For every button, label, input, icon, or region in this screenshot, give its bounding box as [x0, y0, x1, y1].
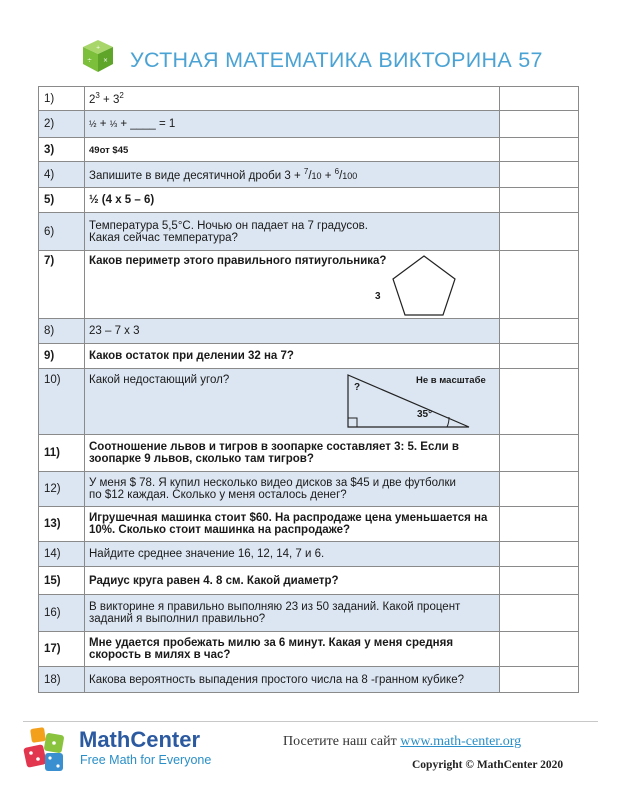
unknown-angle-label: ?	[354, 382, 361, 393]
question-row-14	[39, 542, 579, 567]
question-text: Запишите в виде десятичной дроби 3 + $^7$/10 + $^6$/100	[85, 162, 500, 188]
svg-text:×: ×	[103, 57, 109, 64]
svg-text:+: +	[96, 45, 101, 51]
answer-cell[interactable]	[500, 632, 579, 667]
pentagon-diagram	[389, 253, 459, 319]
question-number: 13)	[39, 507, 85, 542]
question-text: Радиус круга равен 4. 8 см. Какой диаметр?	[85, 567, 500, 595]
question-line-1: У меня $ 78. Я купил несколько видео дисков за $45 и две футболки	[89, 477, 456, 489]
page-title: УСТНАЯ МАТЕМАТИКА ВИКТОРИНА 57	[130, 48, 543, 72]
visit-site-text	[283, 734, 521, 750]
question-number: 1)	[39, 87, 85, 111]
question-line-1: В викторине я правильно выполняю 23 из 50 заданий. Какой процент	[89, 601, 461, 613]
question-number: 10)	[39, 369, 85, 435]
question-row-10	[39, 369, 579, 435]
question-row-5	[39, 188, 579, 213]
answer-cell[interactable]	[500, 595, 579, 632]
question-number: 6)	[39, 213, 85, 251]
question-number: 16)	[39, 595, 85, 632]
question-text	[85, 435, 500, 472]
question-line-1: Температура 5,5°C. Ночью он падает на 7 градусов.	[89, 219, 368, 232]
question-number: 17)	[39, 632, 85, 667]
question-row-12	[39, 472, 579, 507]
question-row-18	[39, 667, 579, 693]
not-to-scale-note: Не в масштабе	[416, 375, 486, 386]
question-text: 23 – 7 x 3	[85, 319, 500, 344]
question-row-15	[39, 567, 579, 595]
question-text	[85, 369, 500, 435]
question-text	[85, 213, 500, 251]
answer-cell[interactable]	[500, 567, 579, 595]
question-text: Какова вероятность выпадения простого числа на 8 -гранном кубике?	[85, 667, 500, 693]
answer-cell[interactable]	[500, 344, 579, 369]
header	[0, 0, 618, 88]
question-row-9	[39, 344, 579, 369]
question-text	[85, 595, 500, 632]
question-text: ½ + ⅓ + ____ = 1	[85, 111, 500, 138]
question-line-2: скорость в милях в час?	[89, 649, 231, 661]
answer-cell[interactable]	[500, 162, 579, 188]
question-row-6	[39, 213, 579, 251]
dice-logo-icon	[23, 726, 69, 774]
question-line-1: Какой недостающий угол?	[89, 374, 230, 386]
svg-text:÷: ÷	[87, 57, 93, 64]
question-row-17	[39, 632, 579, 667]
question-number: 8)	[39, 319, 85, 344]
question-number: 5)	[39, 188, 85, 213]
question-line-1: Игрушечная машинка стоит $60. На распродаже цена уменьшается на	[89, 512, 488, 524]
question-text	[85, 507, 500, 542]
question-number: 18)	[39, 667, 85, 693]
question-line-2: Какая сейчас температура?	[89, 231, 238, 244]
copyright: Copyright © MathCenter 2020	[412, 759, 564, 771]
answer-cell[interactable]	[500, 507, 579, 542]
question-line-1: Мне удается пробежать милю за 6 минут. Какая у меня средняя	[89, 637, 454, 649]
question-row-2	[39, 111, 579, 138]
question-number: 12)	[39, 472, 85, 507]
answer-cell[interactable]	[500, 213, 579, 251]
question-number: 2)	[39, 111, 85, 138]
visit-label: Посетите наш сайт	[283, 734, 401, 749]
question-number: 11)	[39, 435, 85, 472]
question-row-13	[39, 507, 579, 542]
question-text: ½ (4 x 5 – 6)	[85, 188, 500, 213]
question-line-1: Каков периметр этого правильного пятиугольника?	[89, 255, 387, 267]
question-row-11	[39, 435, 579, 472]
green-cube-icon	[80, 38, 116, 74]
footer-divider	[23, 721, 598, 722]
question-row-1	[39, 87, 579, 111]
question-number: 15)	[39, 567, 85, 595]
site-link[interactable]: www.math-center.org	[400, 734, 522, 749]
question-line-2: зоопарке 9 львов, сколько там тигров?	[89, 453, 314, 465]
question-text	[85, 472, 500, 507]
answer-cell[interactable]	[500, 542, 579, 567]
question-text: Каков остаток при делении 32 на 7?	[85, 344, 500, 369]
question-text: Найдите среднее значение 16, 12, 14, 7 и 6.	[85, 542, 500, 567]
question-number: 9)	[39, 344, 85, 369]
triangle-diagram	[343, 371, 473, 431]
question-line-2: 10%. Сколько стоит машинка на распродаже?	[89, 524, 351, 536]
question-number: 3)	[39, 138, 85, 162]
answer-cell[interactable]	[500, 667, 579, 693]
question-text: $2^3 + 3^2$	[85, 87, 500, 111]
question-text: 49от $45	[85, 138, 500, 162]
question-row-3	[39, 138, 579, 162]
brand-tagline: Free Math for Everyone	[80, 753, 212, 767]
question-text	[85, 632, 500, 667]
answer-cell[interactable]	[500, 251, 579, 319]
quiz-table	[38, 86, 579, 693]
answer-cell[interactable]	[500, 435, 579, 472]
answer-cell[interactable]	[500, 319, 579, 344]
question-text	[85, 251, 500, 319]
brand-name: MathCenter	[79, 727, 201, 752]
question-number: 7)	[39, 251, 85, 319]
answer-cell[interactable]	[500, 369, 579, 435]
answer-cell[interactable]	[500, 111, 579, 138]
question-line-1: Соотношение львов и тигров в зоопарке составляет 3: 5. Если в	[89, 441, 459, 453]
question-line-2: по $12 каждая. Сколько у меня осталось денег?	[89, 489, 347, 501]
question-number: 4)	[39, 162, 85, 188]
answer-cell[interactable]	[500, 188, 579, 213]
side-length-label: 3	[375, 291, 381, 302]
question-line-2: заданий я выполнил правильно?	[89, 613, 266, 625]
answer-cell[interactable]	[500, 138, 579, 162]
question-row-8	[39, 319, 579, 344]
question-row-16	[39, 595, 579, 632]
answer-cell[interactable]	[500, 472, 579, 507]
answer-cell[interactable]	[500, 87, 579, 111]
question-row-7	[39, 251, 579, 319]
question-row-4	[39, 162, 579, 188]
question-number: 14)	[39, 542, 85, 567]
angle-label: 35°	[417, 409, 433, 420]
